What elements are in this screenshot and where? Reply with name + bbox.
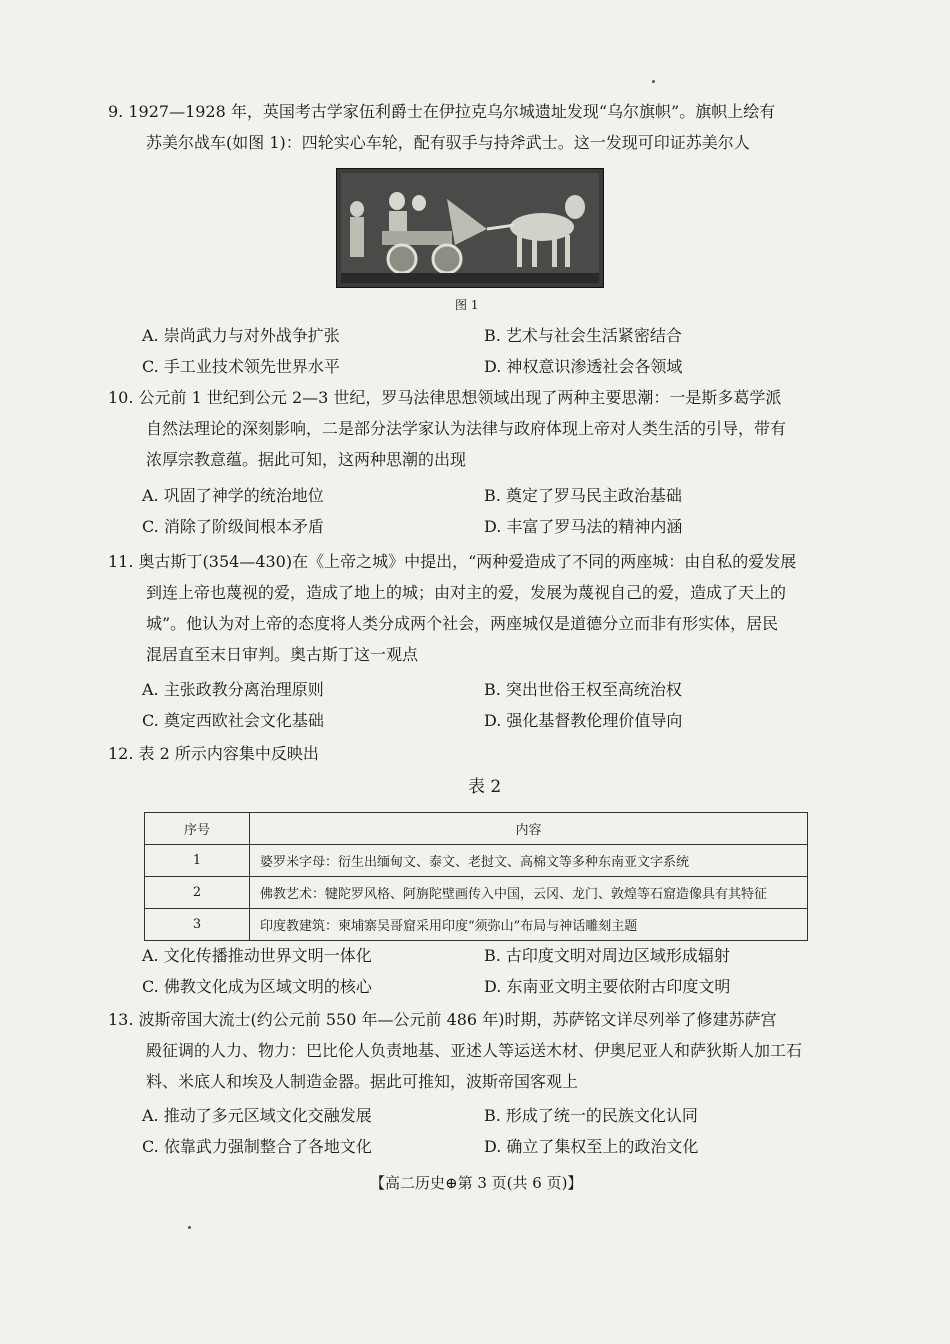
table-cell-content: 印度教建筑：柬埔寨吴哥窟采用印度“须弥山”布局与神话雕刻主题 bbox=[250, 909, 808, 941]
q11-option-c[interactable]: C. 奠定西欧社会文化基础 bbox=[142, 711, 324, 730]
table-row bbox=[145, 909, 808, 941]
q13-option-c[interactable]: C. 依靠武力强制整合了各地文化 bbox=[142, 1137, 372, 1156]
figure-1-caption: 图 1 bbox=[455, 298, 479, 312]
q13-option-a[interactable]: A. 推动了多元区域文化交融发展 bbox=[142, 1106, 372, 1125]
q11-option-a[interactable]: A. 主张政教分离治理原则 bbox=[142, 680, 324, 699]
question-11-line-4: 混居直至末日审判。奥古斯丁这一观点 bbox=[146, 645, 419, 664]
table-cell-content: 佛教艺术：犍陀罗风格、阿旃陀壁画传入中国，云冈、龙门、敦煌等石窟造像具有其特征 bbox=[250, 877, 808, 909]
q10-option-c[interactable]: C. 消除了阶级间根本矛盾 bbox=[142, 517, 324, 536]
question-10-line-2: 自然法理论的深刻影响，二是部分法学家认为法律与政府体现上帝对人类生活的引导，带有 bbox=[146, 419, 787, 438]
q12-option-d[interactable]: D. 东南亚文明主要依附古印度文明 bbox=[484, 977, 731, 996]
table-cell-index: 3 bbox=[145, 909, 250, 941]
q11-option-b[interactable]: B. 突出世俗王权至高统治权 bbox=[484, 680, 682, 699]
q9-option-a[interactable]: A. 崇尚武力与对外战争扩张 bbox=[142, 326, 340, 345]
question-9-line-2: 苏美尔战车(如图 1)：四轮实心车轮，配有驭手与持斧武士。这一发现可印证苏美尔人 bbox=[146, 133, 750, 152]
page-footer: 【高二历史⊕第 3 页(共 6 页)】 bbox=[370, 1174, 583, 1192]
question-10-options bbox=[142, 480, 842, 542]
question-9-line-1: 9. 1927—1928 年，英国考古学家伍利爵士在伊拉克乌尔城遗址发现“乌尔旗帜”。旗帜上绘有 bbox=[108, 102, 776, 121]
question-9-options bbox=[142, 320, 842, 382]
question-13-line-1: 13. 波斯帝国大流士(约公元前 550 年—公元前 486 年)时期，苏萨铭文详尽列举了修建苏萨宫 bbox=[108, 1010, 777, 1029]
question-9-stem bbox=[108, 96, 838, 158]
q10-option-a[interactable]: A. 巩固了神学的统治地位 bbox=[142, 486, 324, 505]
question-12-line-1: 12. 表 2 所示内容集中反映出 bbox=[108, 744, 319, 763]
question-10-line-3: 浓厚宗教意蕴。据此可知，这两种思潮的出现 bbox=[146, 450, 467, 469]
question-13-line-3: 料、米底人和埃及人制造金器。据此可推知，波斯帝国客观上 bbox=[146, 1072, 579, 1091]
question-12-options bbox=[142, 940, 842, 1002]
question-10-stem bbox=[108, 382, 838, 475]
question-11-line-2: 到连上帝也蔑视的爱，造成了地上的城；由对主的爱，发展为蔑视自己的爱，造成了天上的 bbox=[146, 583, 787, 602]
question-11-line-1: 11. 奥古斯丁(354—430)在《上帝之城》中提出，“两种爱造成了不同的两座城：由自私的爱发展 bbox=[108, 552, 797, 571]
q9-option-c[interactable]: C. 手工业技术领先世界水平 bbox=[142, 357, 340, 376]
table-cell-content: 婆罗米字母：衍生出缅甸文、泰文、老挝文、高棉文等多种东南亚文字系统 bbox=[250, 845, 808, 877]
table-row bbox=[145, 845, 808, 877]
question-13-options bbox=[142, 1100, 842, 1162]
q13-option-b[interactable]: B. 形成了统一的民族文化认同 bbox=[484, 1106, 698, 1125]
table-header-row bbox=[145, 813, 808, 845]
question-13-stem bbox=[108, 1004, 838, 1097]
table-2-title: 表 2 bbox=[468, 777, 502, 797]
q12-option-c[interactable]: C. 佛教文化成为区域文明的核心 bbox=[142, 977, 372, 996]
q13-option-d[interactable]: D. 确立了集权至上的政治文化 bbox=[484, 1137, 699, 1156]
q12-option-b[interactable]: B. 古印度文明对周边区域形成辐射 bbox=[484, 946, 730, 965]
question-11-stem bbox=[108, 546, 838, 670]
table-header-content: 内容 bbox=[250, 813, 808, 845]
question-12-stem bbox=[108, 738, 838, 769]
scan-speck bbox=[652, 80, 655, 83]
table-cell-index: 2 bbox=[145, 877, 250, 909]
ur-standard-figure bbox=[336, 168, 604, 288]
question-13-line-2: 殿征调的人力、物力：巴比伦人负责地基、亚述人等运送木材、伊奥尼亚人和萨狄斯人加工石 bbox=[146, 1041, 803, 1060]
q9-option-d[interactable]: D. 神权意识渗透社会各领域 bbox=[484, 357, 683, 376]
chariot-illustration bbox=[337, 169, 603, 287]
question-11-options bbox=[142, 674, 842, 736]
q9-option-b[interactable]: B. 艺术与社会生活紧密结合 bbox=[484, 326, 682, 345]
table-header-index: 序号 bbox=[145, 813, 250, 845]
question-10-line-1: 10. 公元前 1 世纪到公元 2—3 世纪，罗马法律思想领域出现了两种主要思潮：一是斯多葛学派 bbox=[108, 388, 782, 407]
table-row bbox=[145, 877, 808, 909]
scan-speck bbox=[188, 1226, 191, 1229]
question-11-line-3: 城”。他认为对上帝的态度将人类分成两个社会，两座城仅是道德分立而非有形实体，居民 bbox=[146, 614, 779, 633]
q12-option-a[interactable]: A. 文化传播推动世界文明一体化 bbox=[142, 946, 372, 965]
q10-option-d[interactable]: D. 丰富了罗马法的精神内涵 bbox=[484, 517, 683, 536]
table-cell-index: 1 bbox=[145, 845, 250, 877]
table-2 bbox=[144, 812, 808, 941]
q11-option-d[interactable]: D. 强化基督教伦理价值导向 bbox=[484, 711, 683, 730]
q10-option-b[interactable]: B. 奠定了罗马民主政治基础 bbox=[484, 486, 682, 505]
